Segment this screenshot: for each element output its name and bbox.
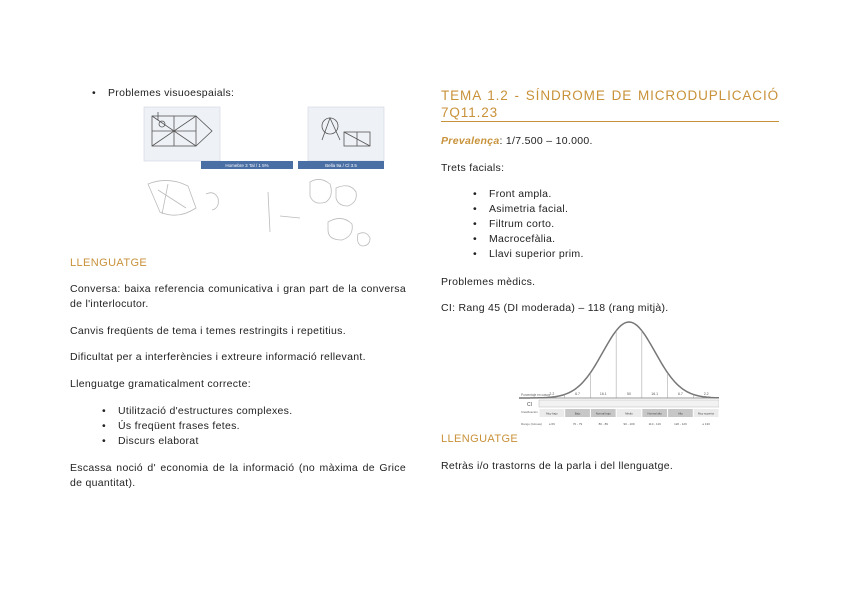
grammar-bullet-2: • Ús freqüent frases fetes. [118,419,240,434]
row-label-classification: Clasificación [521,410,538,414]
facial-item-1: • Front ampla. [489,187,552,202]
percent-labels [549,392,708,396]
facial-item-3: • Filtrum corto. [489,217,554,232]
facial-item-5: • Llavi superior prim. [489,247,584,262]
percent-label: 6.7 [575,392,581,396]
range-label: 80 - 89 [598,422,608,426]
classification-label: Muy superior [698,411,715,416]
bell-curve [519,322,719,398]
percent-label: 2.2 [703,392,709,396]
classification-label: Normal bajo [595,411,611,416]
paragraph-grammar: Llenguatge gramaticalment correcte: [70,378,251,390]
facial-traits-heading: Trets facials: [441,162,505,174]
range-label: ≥ 130 [702,422,710,426]
classification-row [540,409,719,417]
percent-label: 16.1 [651,392,659,396]
ci-range: CI: Rang 45 (DI moderada) – 118 (rang mitjà). [441,302,669,314]
language-heading: LLENGUATGE [70,257,148,269]
ci-scale-row [539,400,719,407]
row-label-percent: Porcentaje en casos [521,393,550,397]
percent-label: 50 [627,392,631,396]
range-label: 90 - 109 [623,422,635,426]
title-underline [441,121,779,122]
row-label-range: Rango (Glosas) [521,422,543,426]
range-label: 110 - 119 [648,422,661,426]
percent-label: 16.1 [599,392,607,396]
grammar-bullet-1: • Utilització d'estructures complexes. [118,404,292,419]
classification-label: Normal alto [647,411,662,416]
medical-problems: Problemes mèdics. [441,276,536,288]
paragraph-inference: Dificultat per a interferències i extreure informació rellevant. [70,351,366,363]
classification-label: Medio [625,411,633,416]
section-title-line1: TEMA 1.2 - SÍNDROME DE MICRODUPLICACIÓ [441,88,779,103]
child-drawings [148,179,370,246]
language-disorders-text: Retràs i/o trastorns de la parla i del llenguatge. [441,460,674,472]
curve-dividers [565,331,694,398]
paragraph-economy: Escassa noció d' economia de la informació (no màxima de Grice de quantitat). [70,462,406,489]
percent-label: 6.7 [677,392,683,396]
range-label: 120 - 129 [674,422,687,426]
facial-item-4: • Macrocefàlia. [489,232,555,247]
row-label-ci: CI [527,402,532,408]
prevalence-line [441,134,593,149]
grammar-bullet-3: • Discurs elaborat [118,434,199,449]
paragraph-conversation: Conversa: baixa referencia comunicativa i gran part de la conversa de l'interlocutor. [70,283,406,310]
classification-label: Alto [678,411,683,416]
percent-label: 2.2 [549,392,555,396]
language-heading-right: LLENGUATGE [441,433,519,445]
model-drawing-right [308,107,384,161]
section-title-line2: 7Q11.23 [441,105,499,120]
classification-label: Bajo [574,411,581,416]
range-label: 70 - 79 [572,422,583,426]
range-labels [549,422,710,426]
paragraph-topic-changes: Canvis freqüents de tema i temes restringits i repetitius. [70,325,346,337]
range-label: ≤ 69 [548,422,555,426]
facial-item-2: • Asimetria facial. [489,202,568,217]
iq-bell-curve-figure [519,316,719,430]
classification-label: Muy bajo [546,411,558,416]
prevalence-label: Prevalença [441,135,500,147]
visuospatial-drawings-figure [128,104,388,254]
caption-right: Bella 9a / Cl 3.5 [325,163,357,168]
prevalence-value: : 1/7.500 – 10.000. [499,135,593,147]
visuospatial-item: • Problemes visuoespaials: [108,86,234,101]
caption-left: Homebre 3 Tal / 1 5% [225,163,269,168]
